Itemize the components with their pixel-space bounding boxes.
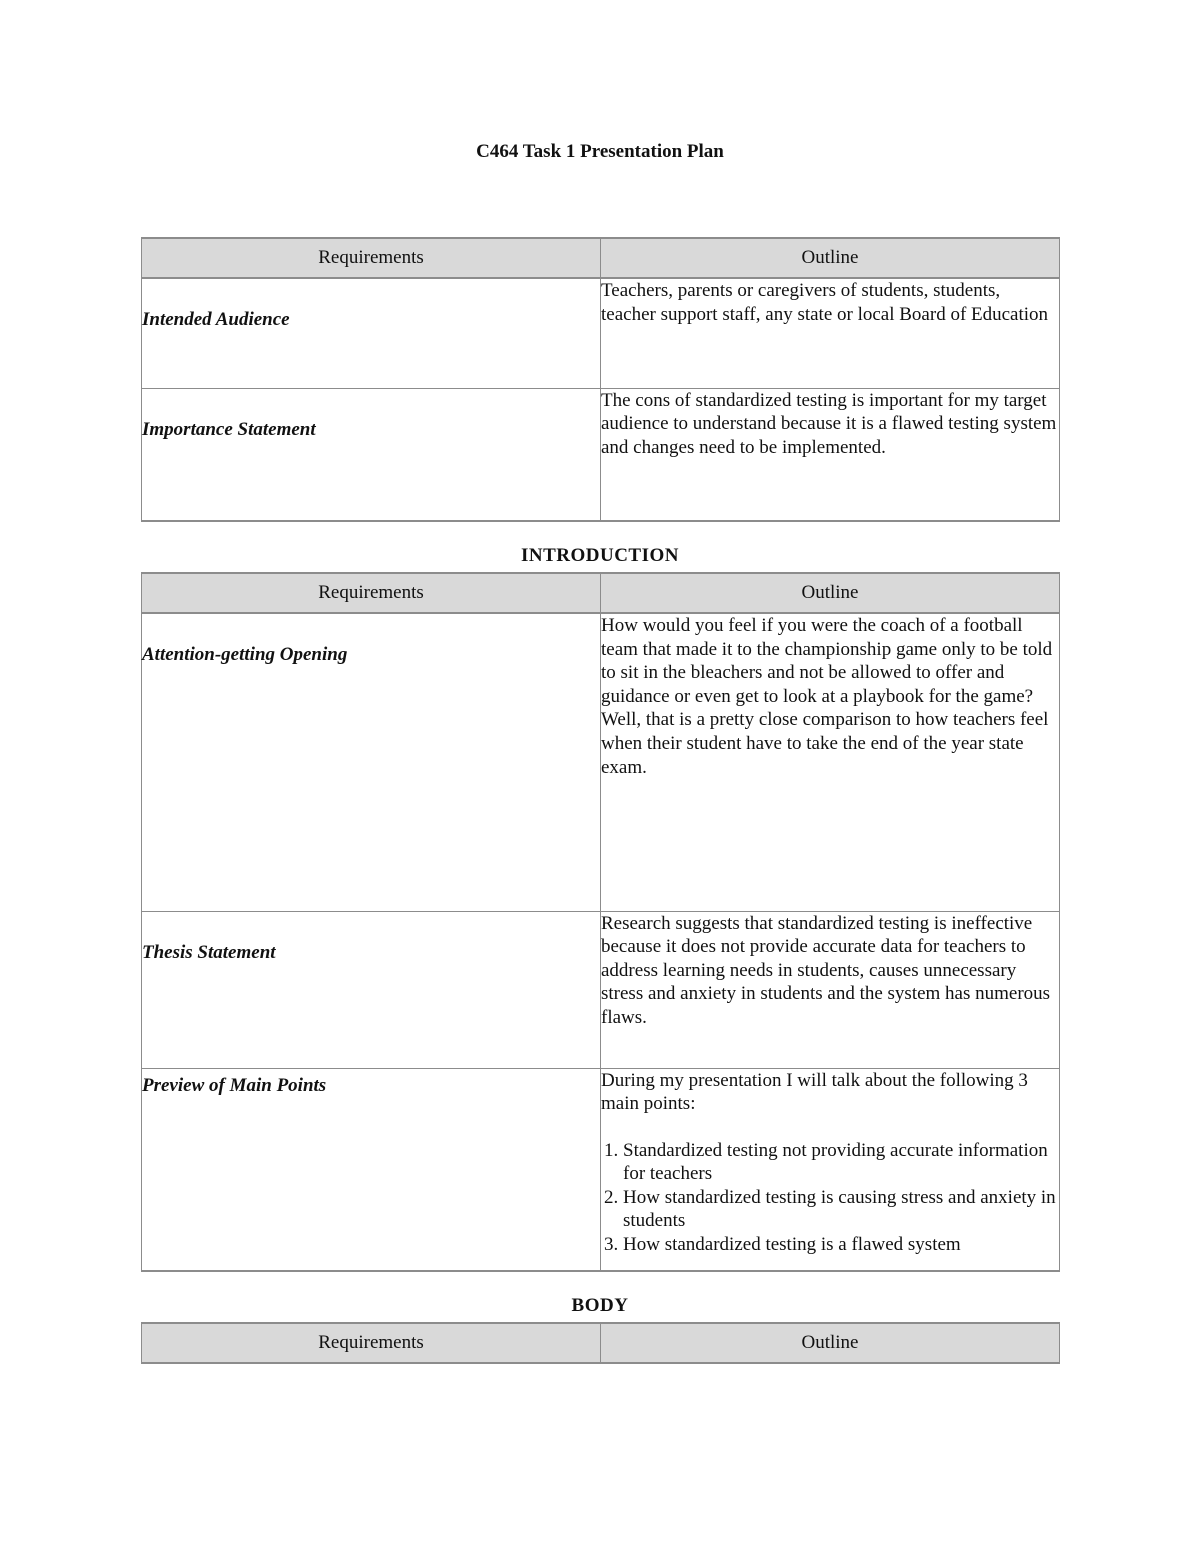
outline-header: Outline xyxy=(601,573,1060,613)
audience-table xyxy=(141,237,1060,522)
intended-audience-outline: Teachers, parents or caregivers of students, students, teacher support staff, any state or local Board of Education xyxy=(601,278,1060,388)
attention-getting-opening-label: Attention-getting Opening xyxy=(142,644,348,665)
requirement-label xyxy=(142,1068,601,1271)
table-row xyxy=(142,278,1060,388)
outline-header: Outline xyxy=(601,1323,1060,1363)
requirement-label xyxy=(142,278,601,388)
body-heading: BODY xyxy=(571,1295,629,1316)
attention-getting-opening-outline: How would you feel if you were the coach of a football team that made it to the championship game only to be told to sit in the bleachers and not be allowed to offer and guidance or even get to look at a playbook for the game? Well, that is a pretty close comparison to how teachers feel when their student have to take the end of the year state exam. xyxy=(601,613,1060,911)
introduction-table xyxy=(141,572,1060,1272)
list-item: 3. How standardized testing is a flawed system xyxy=(623,1233,1059,1257)
table-row xyxy=(142,388,1060,521)
preview-intro-text: During my presentation I will talk about the following 3 main points: xyxy=(601,1069,1028,1115)
body-table xyxy=(141,1322,1060,1364)
requirements-header: Requirements xyxy=(142,238,601,278)
introduction-heading: INTRODUCTION xyxy=(520,545,680,566)
table-header-row xyxy=(142,1323,1060,1363)
requirement-label xyxy=(142,613,601,911)
list-item: 2. How standardized testing is causing stress and anxiety in students xyxy=(623,1186,1059,1233)
preview-of-main-points-outline xyxy=(601,1068,1060,1271)
requirement-label xyxy=(142,911,601,1068)
main-points-list xyxy=(601,1139,1059,1257)
table-header-row xyxy=(142,573,1060,613)
table-header-row xyxy=(142,238,1060,278)
intended-audience-label: Intended Audience xyxy=(142,309,290,330)
outline-header: Outline xyxy=(601,238,1060,278)
importance-statement-label: Importance Statement xyxy=(142,418,316,440)
requirements-header: Requirements xyxy=(142,573,601,613)
preview-of-main-points-label: Preview of Main Points xyxy=(142,1074,327,1096)
requirement-label xyxy=(142,388,601,521)
table-row xyxy=(142,911,1060,1068)
table-row xyxy=(142,1068,1060,1271)
document-title: C464 Task 1 Presentation Plan xyxy=(476,141,724,162)
table-row xyxy=(142,613,1060,911)
list-item: 1. Standardized testing not providing accurate information for teachers xyxy=(623,1139,1059,1186)
thesis-statement-label: Thesis Statement xyxy=(142,941,276,963)
requirements-header: Requirements xyxy=(142,1323,601,1363)
importance-statement-outline: The cons of standardized testing is important for my target audience to understand because it is a flawed testing system and changes need to be implemented. xyxy=(601,388,1060,521)
thesis-statement-outline: Research suggests that standardized testing is ineffective because it does not provide accurate data for teachers to address learning needs in students, causes unnecessary stress and anxiety in students and the system has numerous flaws. xyxy=(601,911,1060,1068)
